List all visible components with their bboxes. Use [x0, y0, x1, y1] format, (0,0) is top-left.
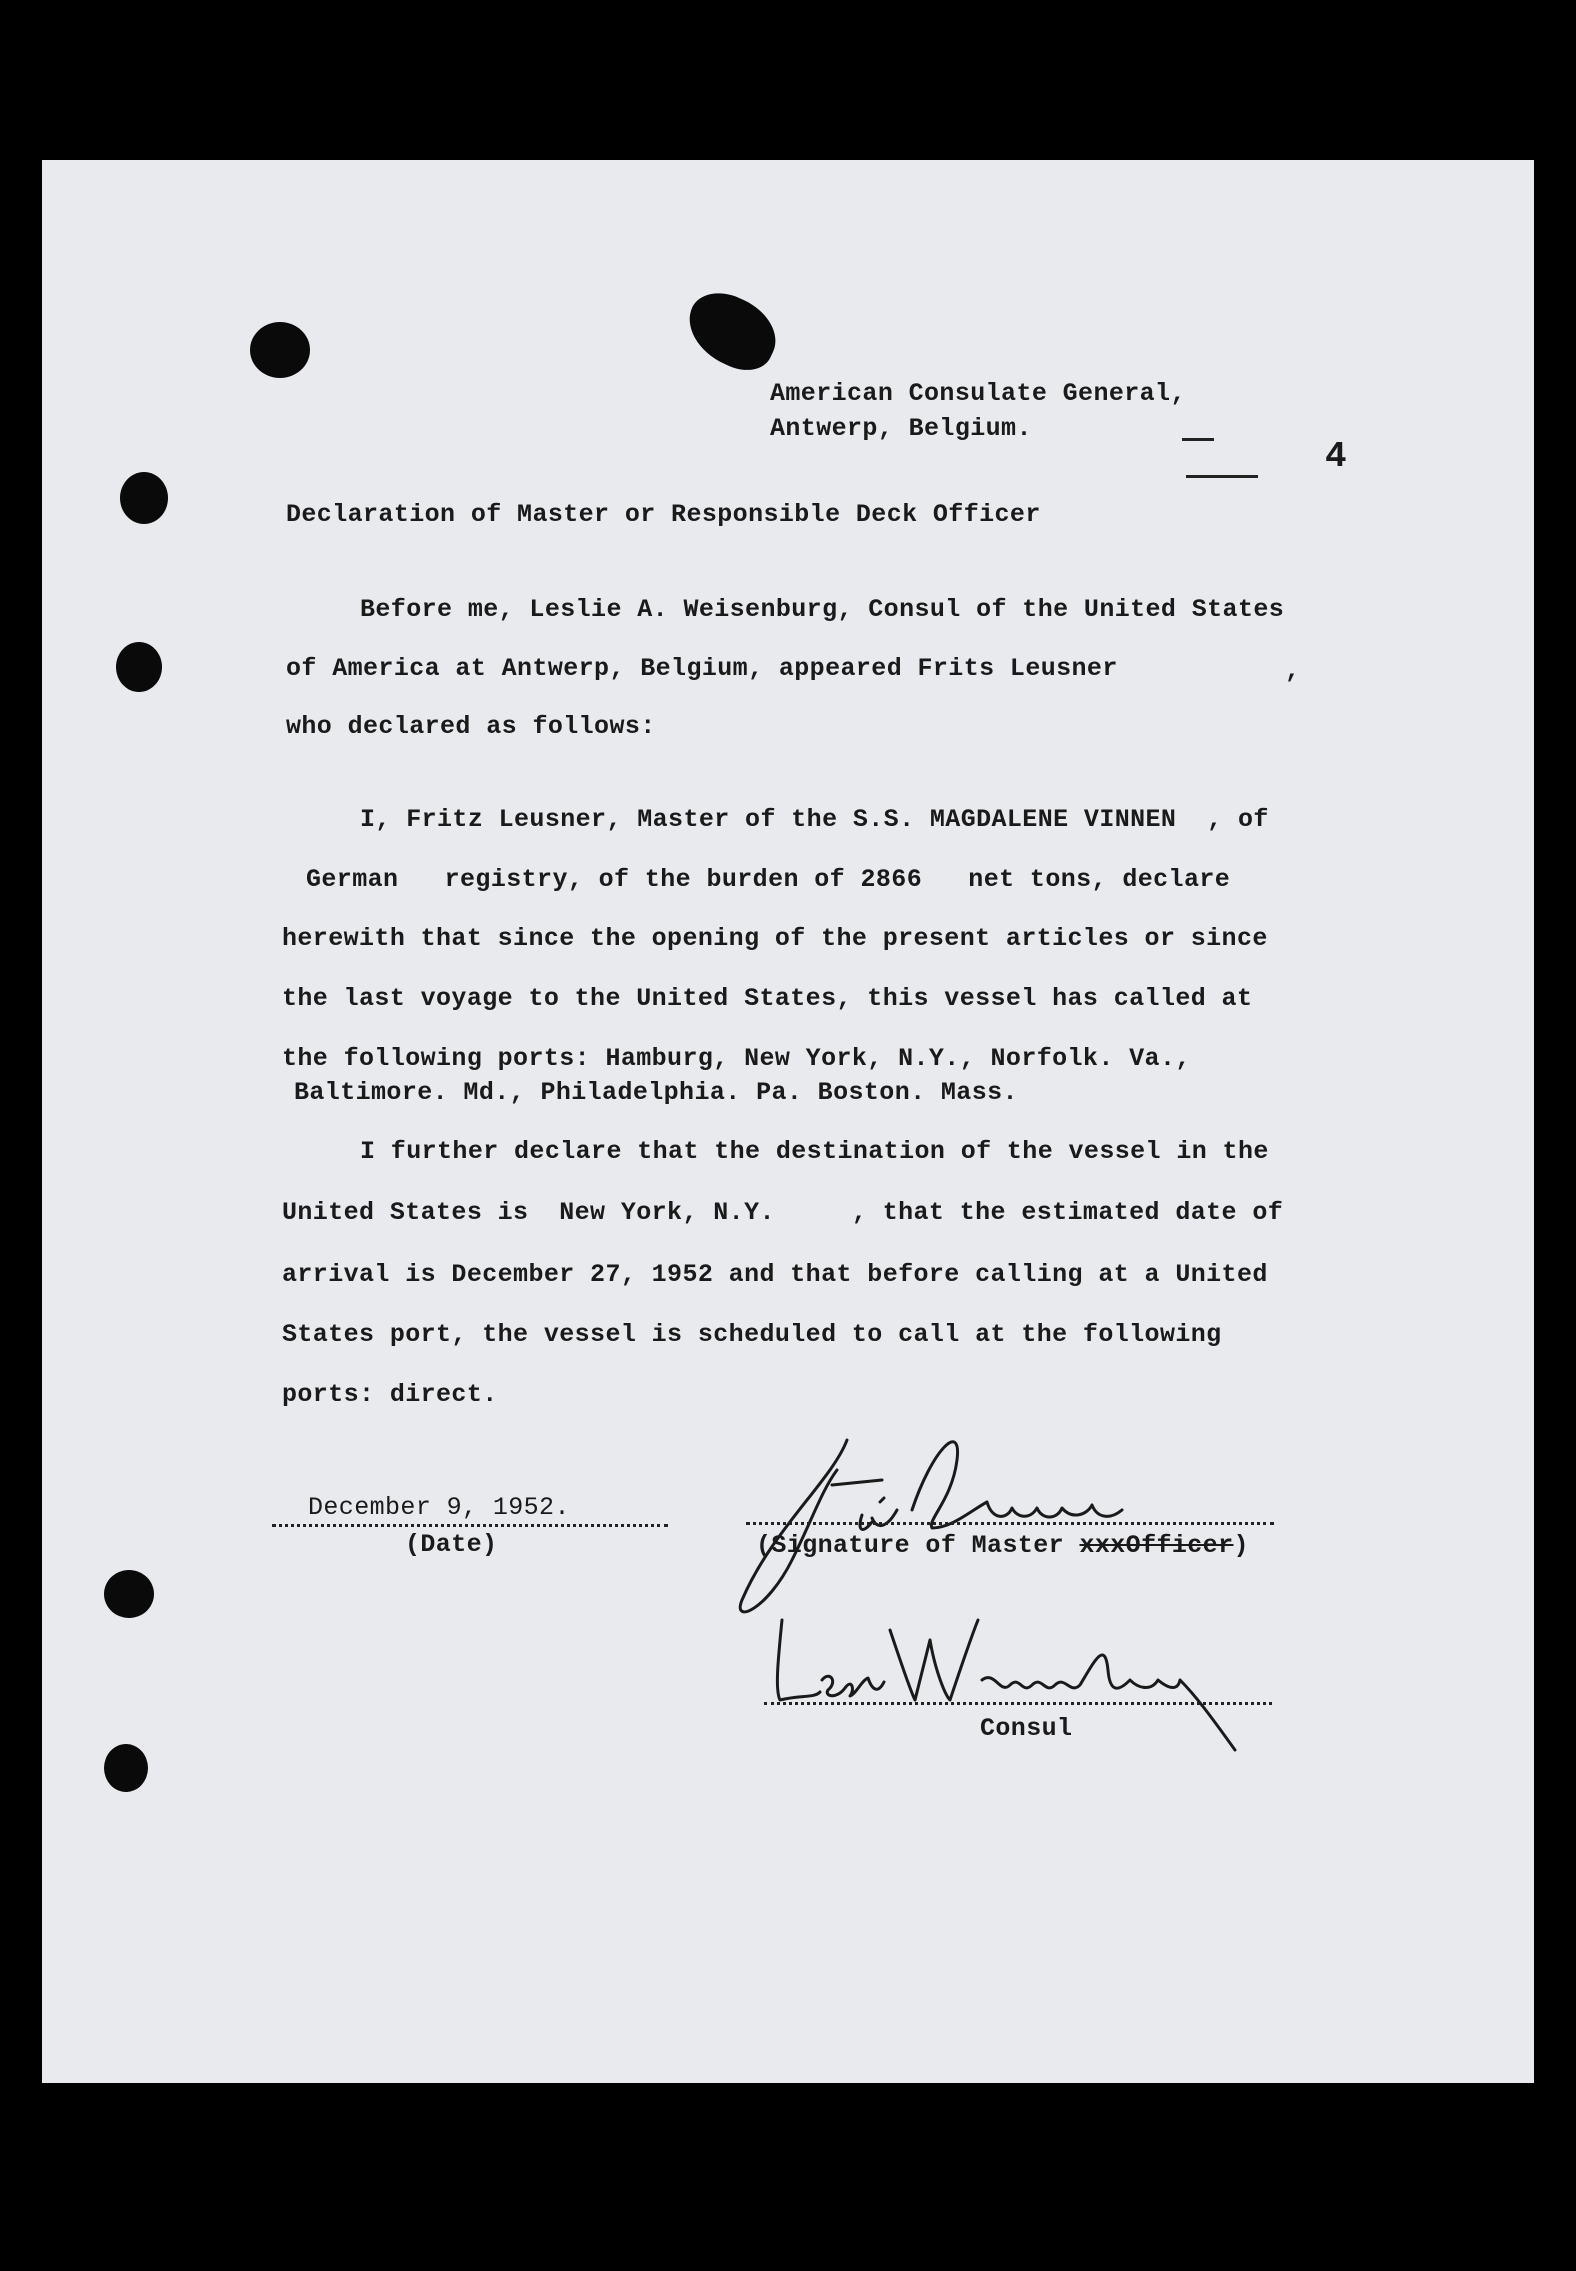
consul-label: Consul: [980, 1714, 1073, 1743]
master-signature-label: (Signature of Master xxxOfficer): [756, 1531, 1249, 1560]
date-line: [272, 1524, 668, 1527]
intro-line: who declared as follows:: [286, 712, 656, 741]
master-signature-line: [746, 1522, 1274, 1525]
punch-hole: [104, 1570, 154, 1618]
consul-signature-line: [764, 1702, 1272, 1705]
declaration-line: I, Fritz Leusner, Master of the S.S. MAGDALENE VINNEN , of: [360, 805, 1269, 834]
document-title: Declaration of Master or Responsible Deck Officer: [286, 500, 1041, 529]
declaration-line: ports: direct.: [282, 1380, 498, 1409]
date-value: December 9, 1952.: [308, 1493, 570, 1522]
punch-hole: [120, 472, 168, 524]
declaration-line: I further declare that the destination of the vessel in the: [360, 1137, 1269, 1166]
punch-hole: [250, 322, 310, 378]
declaration-line: the following ports: Hamburg, New York, N.Y., Norfolk. Va.,: [282, 1044, 1191, 1073]
declaration-line: United States is New York, N.Y. , that the estimated date of: [282, 1198, 1284, 1227]
declaration-line: Baltimore. Md., Philadelphia. Pa. Boston. Mass.: [294, 1078, 1018, 1107]
intro-line: Before me, Leslie A. Weisenburg, Consul of the United States: [360, 595, 1285, 624]
page-number: 4: [1325, 436, 1348, 477]
date-label: (Date): [405, 1530, 498, 1559]
declaration-line: the last voyage to the United States, this vessel has called at: [282, 984, 1253, 1013]
declaration-line: States port, the vessel is scheduled to call at the following: [282, 1320, 1222, 1349]
master-signature: [712, 1410, 1172, 1630]
intro-line: of America at Antwerp, Belgium, appeared Frits Leusner: [286, 654, 1118, 683]
declaration-line: herewith that since the opening of the present articles or since: [282, 924, 1268, 953]
declaration-line: arrival is December 27, 1952 and that before calling at a United: [282, 1260, 1268, 1289]
intro-comma: ,: [1285, 656, 1301, 685]
consulate-name: American Consulate General,: [770, 379, 1186, 408]
document-page: [42, 160, 1534, 2083]
punch-hole: [116, 642, 162, 692]
punch-hole: [104, 1744, 148, 1792]
declaration-line: German registry, of the burden of 2866 net tons, declare: [306, 865, 1231, 894]
consulate-city: Antwerp, Belgium.: [770, 414, 1032, 443]
